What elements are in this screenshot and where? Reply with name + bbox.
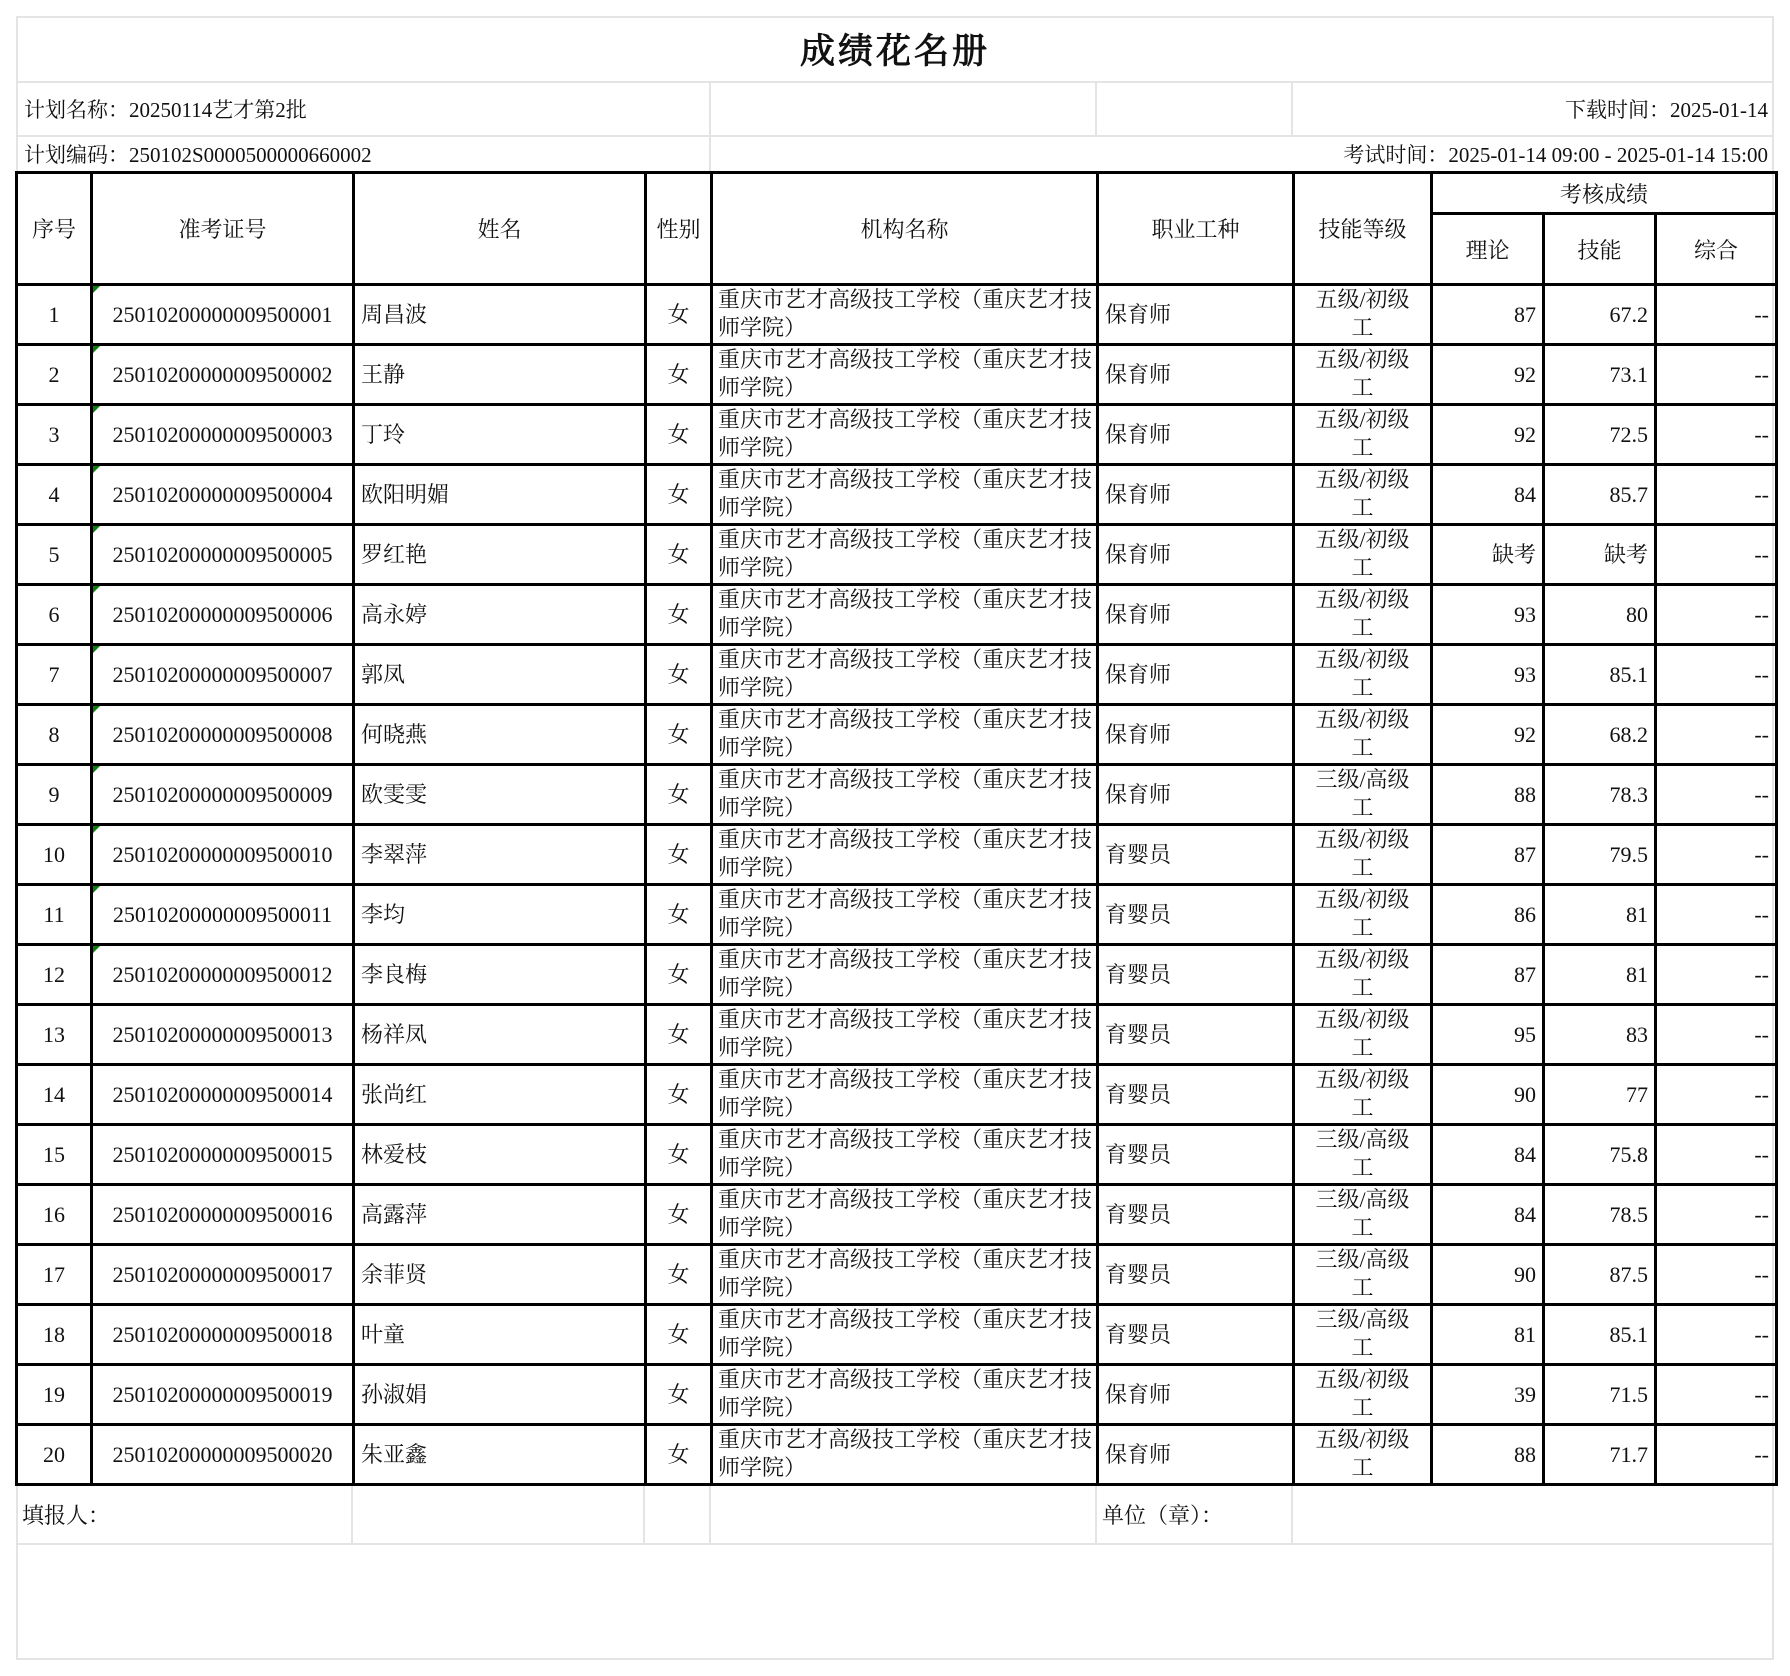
cell-name: 丁玲	[354, 405, 646, 465]
cell-ticket-no	[92, 1125, 354, 1185]
table-row	[17, 1245, 1777, 1305]
table-row	[17, 285, 1777, 345]
cell-gender: 女	[646, 1185, 712, 1245]
level-text: 五级/初级工	[1315, 1067, 1410, 1120]
cell-seq: 7	[17, 645, 92, 705]
grid-line	[709, 1484, 711, 1544]
cell-gender: 女	[646, 945, 712, 1005]
header-seq: 序号	[17, 173, 92, 285]
cell-ticket-no	[92, 525, 354, 585]
cell-org: 重庆市艺才高级技工学校（重庆艺才技师学院）	[712, 1245, 1098, 1305]
cell-theory: 87	[1432, 945, 1544, 1005]
cell-level	[1294, 465, 1432, 525]
cell-gender: 女	[646, 465, 712, 525]
cell-gender: 女	[646, 285, 712, 345]
header-gender: 性别	[646, 173, 712, 285]
table-row	[17, 705, 1777, 765]
cell-level	[1294, 345, 1432, 405]
cell-seq: 10	[17, 825, 92, 885]
cell-theory: 87	[1432, 285, 1544, 345]
cell-name: 王静	[354, 345, 646, 405]
cell-seq: 12	[17, 945, 92, 1005]
cell-skill: 78.3	[1544, 765, 1656, 825]
cell-name: 孙淑娟	[354, 1365, 646, 1425]
table-row	[17, 465, 1777, 525]
table-row	[17, 885, 1777, 945]
cell-ticket-no	[92, 405, 354, 465]
plan-name: 计划名称：20250114艺才第2批	[24, 98, 307, 122]
cell-skill: 67.2	[1544, 285, 1656, 345]
cell-seq: 18	[17, 1305, 92, 1365]
level-text: 五级/初级工	[1315, 827, 1410, 880]
level-text: 五级/初级工	[1315, 407, 1410, 460]
exam-time: 考试时间：2025-01-14 09:00 - 2025-01-14 15:00	[1343, 143, 1768, 167]
cell-skill: 85.1	[1544, 1305, 1656, 1365]
ticket-no-text: 25010200000009500016	[112, 1201, 333, 1227]
cell-theory: 95	[1432, 1005, 1544, 1065]
cell-ticket-no	[92, 1065, 354, 1125]
cell-skill: 78.5	[1544, 1185, 1656, 1245]
cell-level	[1294, 1365, 1432, 1425]
cell-ticket-no	[92, 585, 354, 645]
cell-ticket-no	[92, 285, 354, 345]
cell-org: 重庆市艺才高级技工学校（重庆艺才技师学院）	[712, 585, 1098, 645]
cell-org: 重庆市艺才高级技工学校（重庆艺才技师学院）	[712, 1425, 1098, 1485]
cell-occupation: 保育师	[1098, 405, 1294, 465]
header-theory: 理论	[1432, 214, 1544, 285]
table-row	[17, 525, 1777, 585]
unit-seal-label: 单位（章）：	[1102, 1502, 1224, 1528]
level-text: 五级/初级工	[1315, 887, 1410, 940]
cell-overall: --	[1656, 465, 1777, 525]
cell-name: 张尚红	[354, 1065, 646, 1125]
cell-ticket-no	[92, 345, 354, 405]
cell-overall: --	[1656, 285, 1777, 345]
cell-overall: --	[1656, 1005, 1777, 1065]
cell-overall: --	[1656, 645, 1777, 705]
cell-level	[1294, 765, 1432, 825]
cell-gender: 女	[646, 645, 712, 705]
cell-occupation: 保育师	[1098, 285, 1294, 345]
header-ticket-no: 准考证号	[92, 173, 354, 285]
cell-org: 重庆市艺才高级技工学校（重庆艺才技师学院）	[712, 465, 1098, 525]
cell-gender: 女	[646, 1005, 712, 1065]
ticket-no-text: 25010200000009500004	[112, 481, 333, 507]
cell-ticket-no	[92, 645, 354, 705]
cell-occupation: 保育师	[1098, 765, 1294, 825]
cell-org: 重庆市艺才高级技工学校（重庆艺才技师学院）	[712, 645, 1098, 705]
ticket-no-text: 25010200000009500001	[112, 301, 333, 327]
ticket-no-text: 25010200000009500010	[112, 841, 333, 867]
header-name: 姓名	[354, 173, 646, 285]
ticket-no-text: 25010200000009500005	[112, 541, 333, 567]
cell-org: 重庆市艺才高级技工学校（重庆艺才技师学院）	[712, 705, 1098, 765]
cell-flag-icon	[93, 886, 100, 893]
cell-gender: 女	[646, 765, 712, 825]
level-text: 五级/初级工	[1315, 1007, 1410, 1060]
cell-theory: 92	[1432, 345, 1544, 405]
cell-ticket-no	[92, 825, 354, 885]
table-row	[17, 585, 1777, 645]
cell-occupation: 育婴员	[1098, 825, 1294, 885]
cell-name: 何晓燕	[354, 705, 646, 765]
header-skill: 技能	[1544, 214, 1656, 285]
cell-skill: 73.1	[1544, 345, 1656, 405]
cell-occupation: 育婴员	[1098, 1305, 1294, 1365]
cell-ticket-no	[92, 1245, 354, 1305]
cell-org: 重庆市艺才高级技工学校（重庆艺才技师学院）	[712, 1065, 1098, 1125]
cell-theory: 88	[1432, 765, 1544, 825]
cell-skill: 缺考	[1544, 525, 1656, 585]
cell-overall: --	[1656, 945, 1777, 1005]
level-text: 三级/高级工	[1315, 1247, 1410, 1300]
level-text: 五级/初级工	[1315, 467, 1410, 520]
level-text: 五级/初级工	[1315, 527, 1410, 580]
cell-gender: 女	[646, 825, 712, 885]
cell-level	[1294, 1185, 1432, 1245]
cell-flag-icon	[93, 466, 100, 473]
cell-gender: 女	[646, 1245, 712, 1305]
grid-line	[1095, 82, 1097, 136]
cell-name: 周昌波	[354, 285, 646, 345]
table-row	[17, 1425, 1777, 1485]
filler-label: 填报人：	[22, 1502, 111, 1528]
table-row	[17, 1005, 1777, 1065]
cell-flag-icon	[93, 586, 100, 593]
cell-level	[1294, 705, 1432, 765]
cell-org: 重庆市艺才高级技工学校（重庆艺才技师学院）	[712, 1185, 1098, 1245]
cell-level	[1294, 585, 1432, 645]
cell-level	[1294, 1245, 1432, 1305]
header-overall: 综合	[1656, 214, 1777, 285]
cell-org: 重庆市艺才高级技工学校（重庆艺才技师学院）	[712, 765, 1098, 825]
table-row	[17, 645, 1777, 705]
cell-level	[1294, 1125, 1432, 1185]
cell-name: 李均	[354, 885, 646, 945]
cell-org: 重庆市艺才高级技工学校（重庆艺才技师学院）	[712, 825, 1098, 885]
cell-skill: 81	[1544, 945, 1656, 1005]
plan-code: 计划编码：250102S0000500000660002	[24, 143, 372, 167]
cell-flag-icon	[93, 406, 100, 413]
cell-seq: 5	[17, 525, 92, 585]
level-text: 三级/高级工	[1315, 767, 1410, 820]
cell-level	[1294, 945, 1432, 1005]
table-body	[17, 285, 1777, 1485]
cell-flag-icon	[93, 346, 100, 353]
cell-gender: 女	[646, 1125, 712, 1185]
cell-skill: 85.7	[1544, 465, 1656, 525]
cell-theory: 86	[1432, 885, 1544, 945]
table-row	[17, 405, 1777, 465]
cell-skill: 71.7	[1544, 1425, 1656, 1485]
cell-name: 郭凤	[354, 645, 646, 705]
cell-overall: --	[1656, 1245, 1777, 1305]
cell-flag-icon	[93, 766, 100, 773]
cell-overall: --	[1656, 1425, 1777, 1485]
cell-overall: --	[1656, 825, 1777, 885]
cell-overall: --	[1656, 885, 1777, 945]
level-text: 五级/初级工	[1315, 1427, 1410, 1480]
cell-occupation: 育婴员	[1098, 1065, 1294, 1125]
cell-theory: 84	[1432, 465, 1544, 525]
cell-skill: 75.8	[1544, 1125, 1656, 1185]
cell-name: 李翠萍	[354, 825, 646, 885]
cell-skill: 68.2	[1544, 705, 1656, 765]
cell-skill: 87.5	[1544, 1245, 1656, 1305]
header-level: 技能等级	[1294, 173, 1432, 285]
cell-occupation: 保育师	[1098, 345, 1294, 405]
cell-gender: 女	[646, 405, 712, 465]
cell-seq: 17	[17, 1245, 92, 1305]
ticket-no-text: 25010200000009500002	[112, 361, 333, 387]
cell-ticket-no	[92, 765, 354, 825]
cell-gender: 女	[646, 1305, 712, 1365]
cell-name: 高永婷	[354, 585, 646, 645]
cell-name: 余菲贤	[354, 1245, 646, 1305]
cell-occupation: 育婴员	[1098, 945, 1294, 1005]
cell-overall: --	[1656, 705, 1777, 765]
cell-level	[1294, 405, 1432, 465]
cell-overall: --	[1656, 1185, 1777, 1245]
cell-seq: 14	[17, 1065, 92, 1125]
ticket-no-text: 25010200000009500019	[112, 1381, 333, 1407]
cell-theory: 93	[1432, 645, 1544, 705]
cell-gender: 女	[646, 705, 712, 765]
cell-occupation: 保育师	[1098, 585, 1294, 645]
table-header	[17, 173, 1777, 285]
cell-name: 罗红艳	[354, 525, 646, 585]
cell-name: 林爱枝	[354, 1125, 646, 1185]
cell-ticket-no	[92, 945, 354, 1005]
cell-level	[1294, 1005, 1432, 1065]
header-score-group: 考核成绩	[1432, 173, 1777, 214]
cell-flag-icon	[93, 826, 100, 833]
cell-ticket-no	[92, 1305, 354, 1365]
cell-gender: 女	[646, 525, 712, 585]
cell-flag-icon	[93, 526, 100, 533]
cell-occupation: 保育师	[1098, 525, 1294, 585]
cell-org: 重庆市艺才高级技工学校（重庆艺才技师学院）	[712, 945, 1098, 1005]
cell-overall: --	[1656, 765, 1777, 825]
cell-org: 重庆市艺才高级技工学校（重庆艺才技师学院）	[712, 1005, 1098, 1065]
level-text: 五级/初级工	[1315, 287, 1410, 340]
cell-overall: --	[1656, 1365, 1777, 1425]
cell-org: 重庆市艺才高级技工学校（重庆艺才技师学院）	[712, 285, 1098, 345]
cell-seq: 15	[17, 1125, 92, 1185]
cell-skill: 79.5	[1544, 825, 1656, 885]
table-row	[17, 825, 1777, 885]
cell-org: 重庆市艺才高级技工学校（重庆艺才技师学院）	[712, 405, 1098, 465]
ticket-no-text: 25010200000009500006	[112, 601, 333, 627]
cell-seq: 3	[17, 405, 92, 465]
level-text: 五级/初级工	[1315, 707, 1410, 760]
ticket-no-text: 25010200000009500017	[112, 1261, 333, 1287]
table-row	[17, 345, 1777, 405]
cell-theory: 84	[1432, 1125, 1544, 1185]
cell-skill: 85.1	[1544, 645, 1656, 705]
cell-level	[1294, 525, 1432, 585]
cell-overall: --	[1656, 585, 1777, 645]
level-text: 三级/高级工	[1315, 1307, 1410, 1360]
table-row	[17, 1365, 1777, 1425]
cell-theory: 88	[1432, 1425, 1544, 1485]
cell-org: 重庆市艺才高级技工学校（重庆艺才技师学院）	[712, 1365, 1098, 1425]
cell-occupation: 保育师	[1098, 1425, 1294, 1485]
cell-flag-icon	[93, 286, 100, 293]
level-text: 五级/初级工	[1315, 587, 1410, 640]
ticket-no-text: 25010200000009500020	[112, 1441, 333, 1467]
header-occupation: 职业工种	[1098, 173, 1294, 285]
cell-seq: 6	[17, 585, 92, 645]
cell-occupation: 保育师	[1098, 645, 1294, 705]
cell-seq: 19	[17, 1365, 92, 1425]
cell-gender: 女	[646, 1365, 712, 1425]
cell-overall: --	[1656, 525, 1777, 585]
table-row	[17, 765, 1777, 825]
level-text: 三级/高级工	[1315, 1187, 1410, 1240]
cell-level	[1294, 885, 1432, 945]
table-row	[17, 1065, 1777, 1125]
table-row	[17, 1305, 1777, 1365]
cell-name: 杨祥凤	[354, 1005, 646, 1065]
cell-org: 重庆市艺才高级技工学校（重庆艺才技师学院）	[712, 525, 1098, 585]
ticket-no-text: 25010200000009500003	[112, 421, 333, 447]
level-text: 五级/初级工	[1315, 647, 1410, 700]
cell-occupation: 保育师	[1098, 1365, 1294, 1425]
table-row	[17, 945, 1777, 1005]
cell-theory: 87	[1432, 825, 1544, 885]
ticket-no-text: 25010200000009500018	[112, 1321, 333, 1347]
cell-ticket-no	[92, 885, 354, 945]
ticket-no-text: 25010200000009500015	[112, 1141, 333, 1167]
cell-occupation: 保育师	[1098, 465, 1294, 525]
level-text: 三级/高级工	[1315, 1127, 1410, 1180]
cell-ticket-no	[92, 1425, 354, 1485]
cell-ticket-no	[92, 1005, 354, 1065]
cell-ticket-no	[92, 1185, 354, 1245]
level-text: 五级/初级工	[1315, 347, 1410, 400]
ticket-no-text: 25010200000009500013	[112, 1021, 333, 1047]
header-org: 机构名称	[712, 173, 1098, 285]
cell-seq: 2	[17, 345, 92, 405]
cell-gender: 女	[646, 885, 712, 945]
cell-seq: 9	[17, 765, 92, 825]
cell-overall: --	[1656, 1305, 1777, 1365]
cell-occupation: 育婴员	[1098, 1185, 1294, 1245]
cell-level	[1294, 1065, 1432, 1125]
cell-occupation: 育婴员	[1098, 1125, 1294, 1185]
cell-seq: 8	[17, 705, 92, 765]
cell-skill: 71.5	[1544, 1365, 1656, 1425]
cell-skill: 83	[1544, 1005, 1656, 1065]
cell-overall: --	[1656, 1065, 1777, 1125]
table-row	[17, 1185, 1777, 1245]
cell-name: 朱亚鑫	[354, 1425, 646, 1485]
ticket-no-text: 25010200000009500009	[112, 781, 333, 807]
cell-theory: 92	[1432, 405, 1544, 465]
cell-skill: 81	[1544, 885, 1656, 945]
cell-flag-icon	[93, 646, 100, 653]
cell-overall: --	[1656, 1125, 1777, 1185]
cell-theory: 92	[1432, 705, 1544, 765]
cell-occupation: 育婴员	[1098, 885, 1294, 945]
cell-ticket-no	[92, 465, 354, 525]
cell-theory: 90	[1432, 1245, 1544, 1305]
cell-skill: 80	[1544, 585, 1656, 645]
cell-flag-icon	[93, 946, 100, 953]
cell-theory: 缺考	[1432, 525, 1544, 585]
cell-seq: 13	[17, 1005, 92, 1065]
cell-theory: 39	[1432, 1365, 1544, 1425]
cell-occupation: 育婴员	[1098, 1245, 1294, 1305]
page-title: 成绩花名册	[799, 32, 990, 71]
cell-skill: 77	[1544, 1065, 1656, 1125]
cell-theory: 93	[1432, 585, 1544, 645]
cell-name: 高露萍	[354, 1185, 646, 1245]
cell-occupation: 育婴员	[1098, 1005, 1294, 1065]
cell-org: 重庆市艺才高级技工学校（重庆艺才技师学院）	[712, 1305, 1098, 1365]
cell-org: 重庆市艺才高级技工学校（重庆艺才技师学院）	[712, 1125, 1098, 1185]
cell-level	[1294, 285, 1432, 345]
cell-occupation: 保育师	[1098, 705, 1294, 765]
cell-overall: --	[1656, 345, 1777, 405]
level-text: 五级/初级工	[1315, 1367, 1410, 1420]
cell-seq: 16	[17, 1185, 92, 1245]
cell-skill: 72.5	[1544, 405, 1656, 465]
cell-seq: 4	[17, 465, 92, 525]
download-time: 下载时间：2025-01-14	[1565, 98, 1768, 122]
cell-name: 欧雯雯	[354, 765, 646, 825]
cell-gender: 女	[646, 1425, 712, 1485]
cell-gender: 女	[646, 345, 712, 405]
cell-name: 李良梅	[354, 945, 646, 1005]
cell-org: 重庆市艺才高级技工学校（重庆艺才技师学院）	[712, 885, 1098, 945]
cell-seq: 1	[17, 285, 92, 345]
cell-seq: 20	[17, 1425, 92, 1485]
ticket-no-text: 25010200000009500011	[112, 901, 333, 927]
cell-level	[1294, 645, 1432, 705]
cell-flag-icon	[93, 706, 100, 713]
cell-theory: 81	[1432, 1305, 1544, 1365]
cell-gender: 女	[646, 585, 712, 645]
cell-level	[1294, 1305, 1432, 1365]
table-row	[17, 1125, 1777, 1185]
cell-level	[1294, 1425, 1432, 1485]
ticket-no-text: 25010200000009500014	[112, 1081, 333, 1107]
cell-org: 重庆市艺才高级技工学校（重庆艺才技师学院）	[712, 345, 1098, 405]
ticket-no-text: 25010200000009500008	[112, 721, 333, 747]
level-text: 五级/初级工	[1315, 947, 1410, 1000]
cell-seq: 11	[17, 885, 92, 945]
grid-line	[643, 1484, 645, 1544]
ticket-no-text: 25010200000009500012	[112, 961, 333, 987]
cell-ticket-no	[92, 705, 354, 765]
cell-gender: 女	[646, 1065, 712, 1125]
cell-name: 欧阳明媚	[354, 465, 646, 525]
cell-theory: 84	[1432, 1185, 1544, 1245]
cell-theory: 90	[1432, 1065, 1544, 1125]
cell-level	[1294, 825, 1432, 885]
score-roster-table	[15, 171, 1778, 1486]
cell-ticket-no	[92, 1365, 354, 1425]
cell-name: 叶童	[354, 1305, 646, 1365]
cell-overall: --	[1656, 405, 1777, 465]
ticket-no-text: 25010200000009500007	[112, 661, 333, 687]
